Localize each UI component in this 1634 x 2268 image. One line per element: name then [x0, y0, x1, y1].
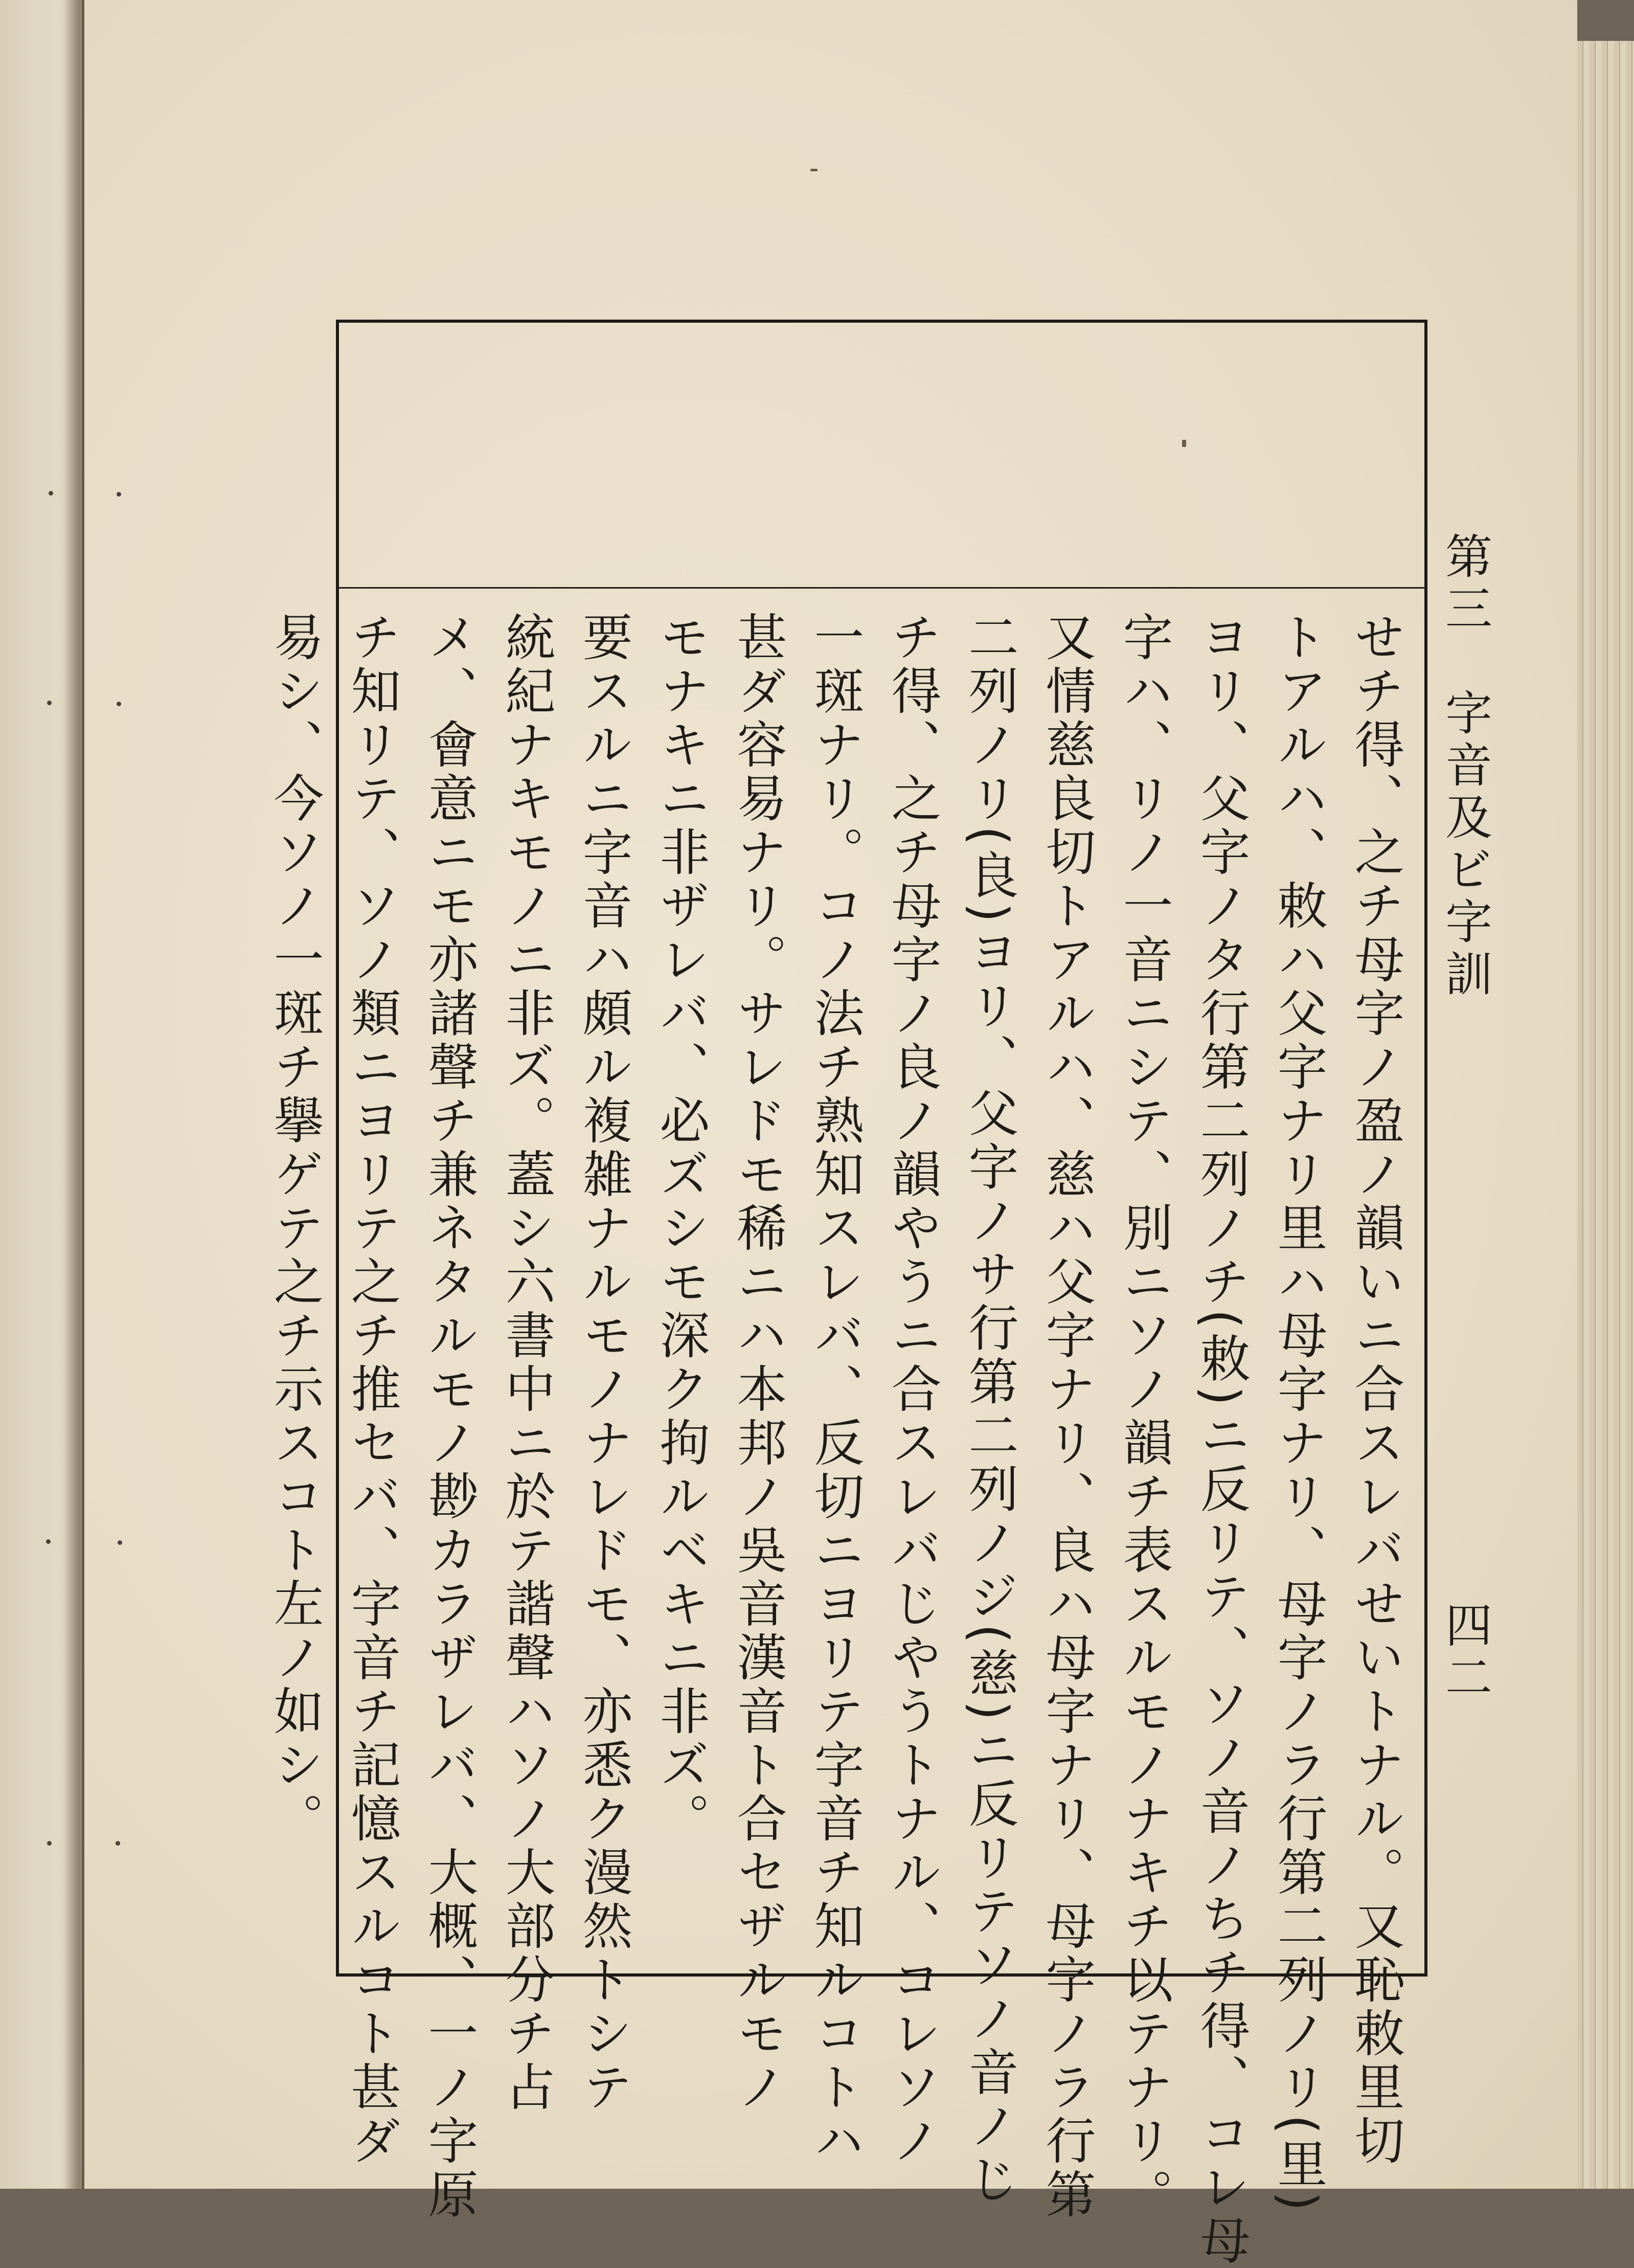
text-column: チ得、之チ母字ノ良ノ韻やうニ合スレバじやうトナル、コレソノ	[883, 611, 941, 2168]
page-stack-edges	[1577, 41, 1634, 2189]
text-column: チ知リテ、ソノ類ニヨリテ之チ推セバ、字音チ記憶スルコト甚ダ	[343, 611, 401, 2168]
paper-speck	[810, 169, 818, 171]
binding-hole	[46, 1539, 51, 1544]
page-number: 四二	[1438, 1601, 1492, 1705]
text-column: 統紀ナキモノニ非ズ。蓋シ六書中ニ於テ諧聲ハソノ大部分チ占	[497, 611, 555, 2115]
text-column: 字ハ、リノ一音ニシテ、別ニソノ韻チ表スルモノナキチ以テナリ。	[1115, 611, 1173, 2222]
text-column: モナキニ非ザレバ、必ズシモ深ク拘ルベキニ非ズ。	[651, 611, 710, 1846]
running-header-title: 第三 字音及ビ字訓	[1438, 532, 1492, 1001]
text-column: メ、會意ニモ亦諸聲チ兼ネタルモノ尠カラザレバ、大概、一ノ字原	[420, 611, 478, 2222]
text-column: 一斑ナリ。コノ法チ熟知スレバ、反切ニヨリテ字音チ知ルコトハ	[806, 611, 864, 2168]
text-column: せチ得、之チ母字ノ盈ノ韻いニ合スレバせいトナル。又恥敕里切	[1346, 611, 1404, 2168]
binding-hole	[47, 1841, 52, 1846]
text-column: 又情慈良切トアルハ、慈ハ父字ナリ、良ハ母字ナリ、母字ノラ行第	[1037, 611, 1096, 2222]
binding-hole	[117, 702, 121, 706]
text-column: ヨリ、父字ノタ行第二列ノチ(敕)ニ反リテ、ソノ音ノちチ得、コレ母	[1192, 611, 1250, 2268]
binding-hole	[49, 491, 53, 496]
text-column: 易シ、今ソノ一斑チ擧ゲテ之チ示スコト左ノ如シ。	[265, 611, 324, 1846]
binding-hole	[116, 1841, 120, 1846]
binding-hole	[117, 492, 121, 497]
body-text-block	[265, 611, 1414, 2268]
binding-hole	[47, 701, 52, 705]
text-column: 二列ノリ(良)ヨリ、父字ノサ行第二列ノジ(慈)ニ反リテソノ音ノじ	[960, 611, 1018, 2207]
text-column: トアルハ、敕ハ父字ナリ里ハ母字ナリ、母字ノラ行第二列ノリ(里)	[1269, 611, 1327, 2215]
text-column: 要スルニ字音ハ頗ル複雑ナルモノナレドモ、亦悉ク漫然トシテ	[574, 611, 632, 2115]
binding-hole	[118, 1540, 122, 1545]
text-column: 甚ダ容易ナリ。サレドモ稀ニハ本邦ノ吳音漢音ト合セザルモノ	[729, 611, 787, 2115]
frame-divider-rule	[336, 587, 1427, 589]
